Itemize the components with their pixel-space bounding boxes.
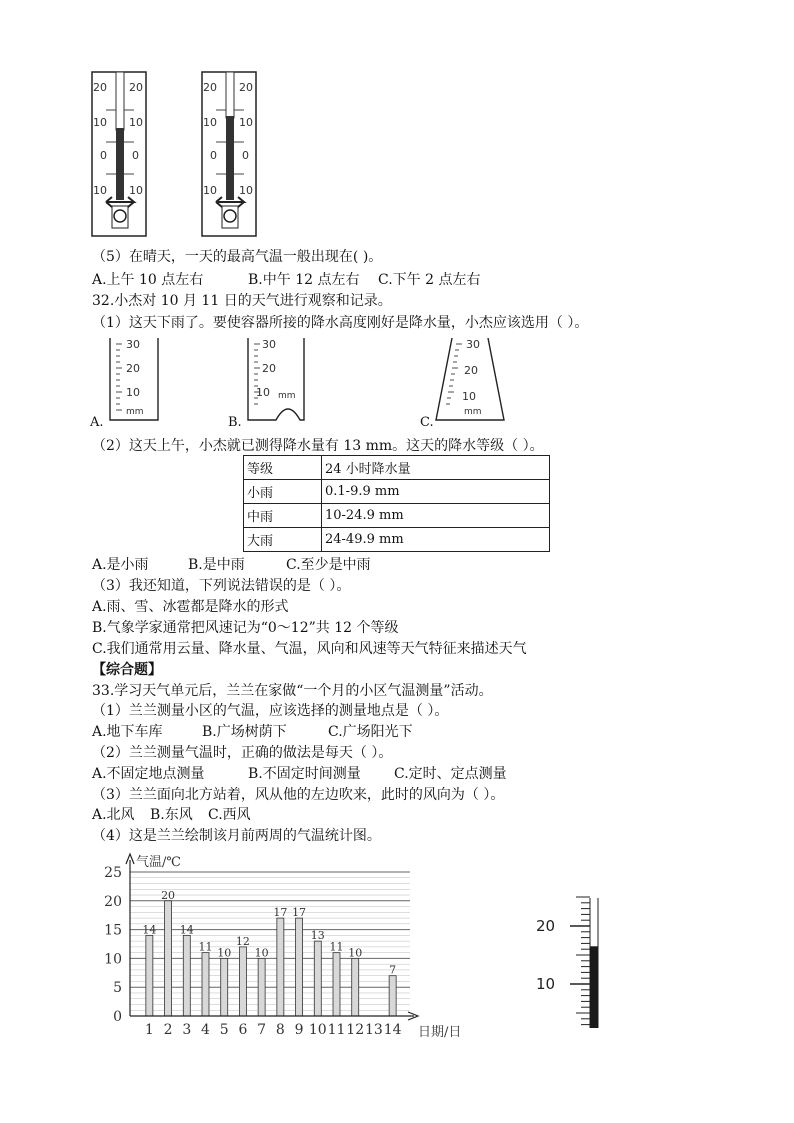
bar bbox=[146, 935, 153, 1016]
bar bbox=[165, 901, 172, 1016]
q33-sub2: （2）兰兰测量气温时，正确的做法是每天（ ）。 bbox=[92, 745, 393, 761]
bar bbox=[333, 953, 340, 1016]
container-b-tick: 20 bbox=[262, 362, 276, 375]
bar-data-label: 10 bbox=[217, 946, 232, 960]
thermo-tick: 10 bbox=[93, 116, 107, 129]
table-cell: 24-49.9 mm bbox=[322, 528, 550, 552]
q33-title: 33.学习天气单元后，兰兰在家做“一个月的小区气温测量”活动。 bbox=[92, 683, 493, 699]
option[interactable]: C.广场阳光下 bbox=[328, 724, 413, 740]
bar bbox=[183, 935, 190, 1016]
chart-x-label: 日期/日 bbox=[418, 1025, 462, 1040]
thermo-tick: 10 bbox=[239, 116, 253, 129]
q32-sub2: （2）这天上午，小杰就已测得降水量有 13 mm。这天的降水等级（ ）。 bbox=[92, 438, 544, 454]
bar-data-label: 14 bbox=[142, 923, 157, 937]
y-tick-label: 20 bbox=[104, 893, 122, 910]
bar bbox=[221, 958, 228, 1016]
x-tick-label: 8 bbox=[275, 1022, 285, 1038]
thermo-tick: 0 bbox=[242, 149, 249, 162]
table-cell: 小雨 bbox=[244, 480, 322, 504]
thermo-tick: 20 bbox=[129, 81, 143, 94]
table-cell: 10-24.9 mm bbox=[322, 504, 550, 528]
option[interactable]: C.西风 bbox=[208, 807, 251, 823]
bar-data-label: 7 bbox=[389, 963, 397, 977]
chart-y-label: 气温/℃ bbox=[136, 855, 181, 870]
container-label-c: C. bbox=[420, 415, 434, 430]
container-b-unit: mm bbox=[278, 391, 296, 401]
q32-sub2-options bbox=[92, 556, 371, 574]
thermo-tick: 10 bbox=[93, 184, 107, 197]
y-tick-label: 15 bbox=[104, 922, 122, 939]
bar bbox=[239, 947, 246, 1016]
container-b-tick: 10 bbox=[256, 386, 270, 399]
container-c-unit: mm bbox=[464, 407, 482, 417]
option[interactable]: B.是中雨 bbox=[188, 557, 245, 573]
bar-data-label: 11 bbox=[198, 940, 213, 954]
container-a-tick: 20 bbox=[126, 362, 140, 375]
q32-sub3: （3）我还知道，下列说法错误的是（ ）。 bbox=[92, 578, 351, 594]
table-row bbox=[244, 528, 550, 552]
bar bbox=[352, 958, 359, 1016]
q33-sub3: （3）兰兰面向北方站着，风从他的左边吹来，此时的风向为（ ）。 bbox=[92, 787, 505, 803]
x-tick-label: 10 bbox=[308, 1022, 327, 1038]
option[interactable]: C.下午 2 点左右 bbox=[378, 272, 481, 288]
rain-containers bbox=[88, 334, 508, 430]
y-tick-label: 5 bbox=[113, 980, 122, 997]
thermo-tick: 10 bbox=[129, 116, 143, 129]
x-tick-label: 12 bbox=[346, 1022, 365, 1038]
section-label: 【综合题】 bbox=[92, 662, 162, 678]
bar bbox=[389, 976, 396, 1016]
container-a-unit: mm bbox=[126, 407, 144, 417]
q31-5-stem: （5）在晴天，一天的最高气温一般出现在( )。 bbox=[92, 249, 383, 265]
table-cell: 大雨 bbox=[244, 528, 322, 552]
thermo-tick: 0 bbox=[132, 149, 139, 162]
bar bbox=[314, 941, 321, 1016]
bar-data-label: 10 bbox=[348, 946, 363, 960]
q32-title: 32.小杰对 10 月 11 日的天气进行观察和记录。 bbox=[92, 293, 392, 309]
x-tick-label: 5 bbox=[219, 1022, 229, 1038]
bar-data-label: 12 bbox=[235, 934, 250, 948]
container-c-tick: 10 bbox=[462, 390, 476, 403]
option[interactable]: B.不固定时间测量 bbox=[248, 766, 361, 782]
thermo-tick: 10 bbox=[203, 116, 217, 129]
q31-5-options bbox=[92, 271, 480, 289]
option[interactable]: B.中午 12 点左右 bbox=[248, 272, 360, 288]
thermo-tick: 20 bbox=[239, 81, 253, 94]
bar bbox=[258, 958, 265, 1016]
container-b[interactable] bbox=[248, 338, 304, 420]
table-row bbox=[244, 480, 550, 504]
rainfall-table bbox=[243, 455, 550, 552]
option[interactable]: C.定时、定点测量 bbox=[394, 766, 507, 782]
thermo-tick: 20 bbox=[203, 81, 217, 94]
y-tick-label: 10 bbox=[104, 951, 122, 968]
x-tick-label: 4 bbox=[201, 1022, 210, 1038]
y-tick-label: 25 bbox=[104, 865, 122, 881]
table-cell: 中雨 bbox=[244, 504, 322, 528]
bar-data-label: 10 bbox=[254, 946, 269, 960]
container-a-tick: 10 bbox=[126, 386, 140, 399]
table-cell: 0.1-9.9 mm bbox=[322, 480, 550, 504]
x-tick-label: 2 bbox=[163, 1022, 173, 1038]
option[interactable]: C.至少是中雨 bbox=[286, 557, 371, 573]
option[interactable]: A.地下车库 bbox=[92, 724, 163, 740]
x-tick-label: 7 bbox=[257, 1022, 267, 1038]
option[interactable]: B.东风 bbox=[150, 807, 193, 823]
q33-sub4: （4）这是兰兰绘制该月前两周的气温统计图。 bbox=[92, 828, 381, 844]
x-tick-label: 14 bbox=[383, 1022, 402, 1038]
q32-sub1: （1）这天下雨了。要使容器所接的降水高度刚好是降水量，小杰应该选用（ ）。 bbox=[92, 315, 589, 331]
mercury-column bbox=[590, 946, 598, 1028]
thermo-tick: 10 bbox=[129, 184, 143, 197]
option[interactable]: B.广场树荫下 bbox=[202, 724, 287, 740]
thermo-tick: 20 bbox=[93, 81, 107, 94]
thermo-right-tick-20: 20 bbox=[536, 917, 556, 935]
container-b-tick: 30 bbox=[262, 338, 276, 351]
bar-data-label: 11 bbox=[329, 940, 344, 954]
thermo-tick: 10 bbox=[203, 184, 217, 197]
x-tick-label: 6 bbox=[238, 1022, 248, 1038]
x-tick-label: 9 bbox=[294, 1022, 304, 1038]
q33-sub1-options bbox=[92, 723, 413, 741]
q32-sub3-option-b[interactable]: B.气象学家通常把风速记为“0～12”共 12 个等级 bbox=[92, 620, 399, 636]
thermometer-reading bbox=[532, 894, 606, 1032]
table-header-cell: 24 小时降水量 bbox=[322, 456, 550, 480]
thermometer-ticks bbox=[570, 894, 590, 1025]
bar bbox=[202, 953, 209, 1016]
container-label-b: B. bbox=[228, 415, 242, 430]
q33-sub3-options bbox=[92, 806, 251, 824]
bar-data-label: 17 bbox=[273, 906, 288, 920]
thermo-tick: 0 bbox=[100, 149, 107, 162]
thermo-tick: 10 bbox=[239, 184, 253, 197]
container-c-tick: 30 bbox=[466, 338, 480, 351]
x-tick-label: 1 bbox=[144, 1022, 154, 1038]
container-label-a: A. bbox=[90, 415, 104, 430]
chart-x-ticks bbox=[145, 1022, 402, 1038]
x-tick-label: 13 bbox=[365, 1022, 383, 1038]
x-tick-label: 3 bbox=[182, 1022, 192, 1038]
bar bbox=[296, 918, 303, 1016]
thermo-tick: 0 bbox=[210, 149, 217, 162]
option[interactable]: A.北风 bbox=[92, 807, 135, 823]
bar-data-label: 13 bbox=[310, 929, 325, 943]
option[interactable]: A.不固定地点测量 bbox=[92, 766, 205, 782]
option[interactable]: A.上午 10 点左右 bbox=[92, 272, 204, 288]
container-c-tick: 20 bbox=[464, 364, 478, 377]
x-tick-label: 11 bbox=[327, 1022, 346, 1038]
bar-data-label: 20 bbox=[161, 888, 176, 902]
q33-sub1: （1）兰兰测量小区的气温，应该选择的测量地点是（ ）。 bbox=[92, 703, 449, 719]
bar-data-label: 17 bbox=[292, 906, 307, 920]
q33-sub2-options bbox=[92, 765, 507, 783]
chart-y-ticks bbox=[104, 865, 122, 1025]
y-tick-label: 0 bbox=[113, 1009, 122, 1025]
bar-data-label: 14 bbox=[179, 923, 194, 937]
container-a-tick: 30 bbox=[126, 338, 140, 351]
q32-sub3-option-a[interactable]: A.雨、雪、冰雹都是降水的形式 bbox=[92, 599, 289, 615]
bar bbox=[277, 918, 284, 1016]
thermo-right-tick-10: 10 bbox=[536, 975, 556, 993]
temperature-bar-chart bbox=[96, 848, 476, 1044]
q32-sub3-option-c[interactable]: C.我们通常用云量、降水量、气温，风向和风速等天气特征来描述天气 bbox=[92, 641, 527, 657]
thermometer-pair bbox=[88, 70, 268, 240]
option[interactable]: A.是小雨 bbox=[92, 557, 149, 573]
table-header-cell: 等级 bbox=[244, 456, 322, 480]
table-row bbox=[244, 456, 550, 480]
table-row bbox=[244, 504, 550, 528]
